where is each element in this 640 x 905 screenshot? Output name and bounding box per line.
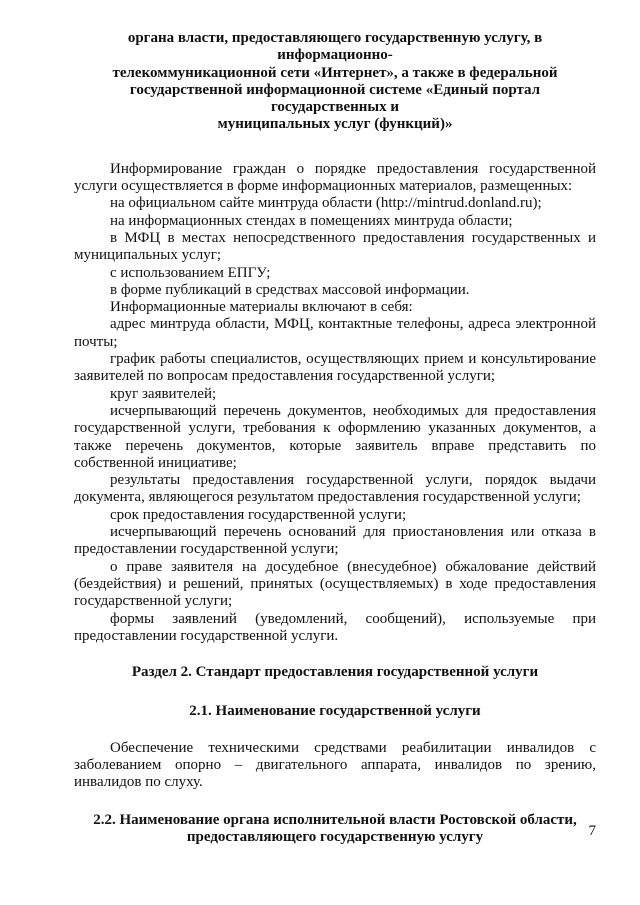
paragraph: на информационных стендах в помещениях минтруда области; <box>110 212 513 229</box>
paragraph: Информирование граждан о порядке предоставления государственной услуги осуществляется в форме информационных материалов, размещенных: <box>74 160 596 195</box>
paragraph: с использованием ЕПГУ; <box>110 264 271 281</box>
section-title: Раздел 2. Стандарт предоставления государственной услуги <box>131 664 539 681</box>
paragraph: адрес минтруда области, МФЦ, контактные телефоны, адреса электронной почты; <box>74 316 596 350</box>
top-heading <box>74 30 596 134</box>
paragraph: исчерпывающий перечень оснований для приостановления или отказа в предоставлении государственной услуги; <box>74 524 596 558</box>
page-number: 7 <box>588 823 596 839</box>
paragraph: на официальном сайте минтруда области (http://mintrud.donland.ru); <box>110 195 542 212</box>
top-heading-line: органа власти, предоставляющего государственную услугу, в информационно- <box>127 30 543 64</box>
paragraph: о праве заявителя на досудебное (внесудебное) обжалование действий (бездействия) и решений, принятых (осуществляемых) в ходе предоставления государственной услуги; <box>74 558 596 610</box>
subsection2-title <box>74 812 596 847</box>
top-heading-line: государственной информационной системе «Единый портал государственных и <box>129 81 541 116</box>
paragraph: Информационные материалы включают в себя: <box>110 299 413 316</box>
paragraph: результаты предоставления государственной услуги, порядок выдачи документа, являющегося результатом предоставления государственной услуги; <box>74 472 596 506</box>
paragraph: в МФЦ в местах непосредственного предоставления государственных и муниципальных услуг; <box>74 229 596 264</box>
paragraph: срок предоставления государственной услуги; <box>110 506 407 523</box>
paragraph: в форме публикаций в средствах массовой информации. <box>110 281 470 298</box>
paragraph: исчерпывающий перечень документов, необходимых для предоставления государственной услуги, требования к оформлению указанных документов, а также перечень документов, которые заявитель вправе представить по собственной инициативе; <box>74 402 596 471</box>
paragraph: график работы специалистов, осуществляющих прием и консультирование заявителей по вопросам предоставления государственной услуги; <box>74 351 596 385</box>
document-body <box>74 30 596 846</box>
top-heading-line: телекоммуникационной сети «Интернет», а также в федеральной <box>112 64 558 81</box>
paragraph: круг заявителей; <box>110 385 217 402</box>
top-heading-line: муниципальных услуг (функций)» <box>217 116 453 133</box>
service-paragraph: Обеспечение техническими средствами реабилитации инвалидов с заболеванием опорно – двигательного аппарата, инвалидов по зрению, инвалидов по слуху. <box>74 739 596 791</box>
subsection2-title-line: 2.2. Наименование органа исполнительной власти Ростовской области, <box>93 811 577 828</box>
subsection2-title-line: предоставляющего государственную услугу <box>186 828 484 845</box>
subsection-title: 2.1. Наименование государственной услуги <box>189 703 481 720</box>
paragraph: формы заявлений (уведомлений, сообщений), используемые при предоставлении государственной услуги. <box>74 610 596 644</box>
